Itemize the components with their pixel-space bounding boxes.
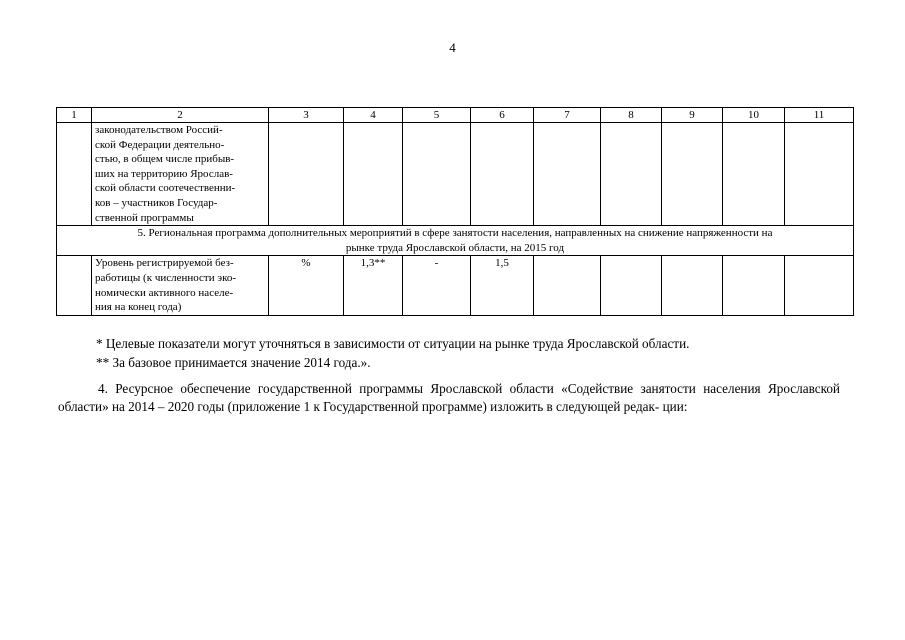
value-cell: - <box>403 256 471 315</box>
indicator-description: законодательством Россий- ской Федерации деятельно- стью, в общем числе прибыв- ших на территорию Ярослав- ской области соотечественни- ков – участников Государ- ственной программы <box>92 123 269 226</box>
column-header: 4 <box>344 108 403 123</box>
section-heading: 5. Региональная программа дополнительных мероприятий в сфере занятости населения, направленных на снижение напряженности на рынке труда Ярославской области, на 2015 год <box>57 226 854 256</box>
column-header: 5 <box>403 108 471 123</box>
section-heading-row <box>57 226 854 256</box>
column-header: 6 <box>471 108 534 123</box>
targets-table <box>56 107 854 316</box>
footnotes <box>96 334 689 372</box>
unit-cell: % <box>269 256 344 315</box>
column-header: 10 <box>723 108 785 123</box>
column-header: 2 <box>92 108 269 123</box>
page-number: 4 <box>449 40 456 55</box>
value-cell: 1,3** <box>344 256 403 315</box>
column-header: 7 <box>534 108 601 123</box>
table-row <box>57 123 854 226</box>
column-header: 3 <box>269 108 344 123</box>
footnote: ** За базовое принимается значение 2014 года.». <box>96 355 371 370</box>
body-paragraph: 4. Ресурсное обеспечение государственной программы Ярославской области «Содействие занятости населения Ярославской области» на 2014 – 2020 годы (приложение 1 к Государственной программе) изложить в следующей редак- ции: <box>58 381 840 414</box>
value-cell: 1,5 <box>471 256 534 315</box>
footnote: * Целевые показатели могут уточняться в зависимости от ситуации на рынке труда Ярославской области. <box>96 336 690 351</box>
column-header: 9 <box>662 108 723 123</box>
table-row <box>57 256 854 315</box>
column-header: 1 <box>57 108 92 123</box>
indicator-description: Уровень регистрируемой без- работицы (к численности эко- номически активного населе- ния на конец года) <box>92 256 269 315</box>
column-header: 11 <box>785 108 854 123</box>
table-header-row <box>57 108 854 123</box>
column-header: 8 <box>601 108 662 123</box>
